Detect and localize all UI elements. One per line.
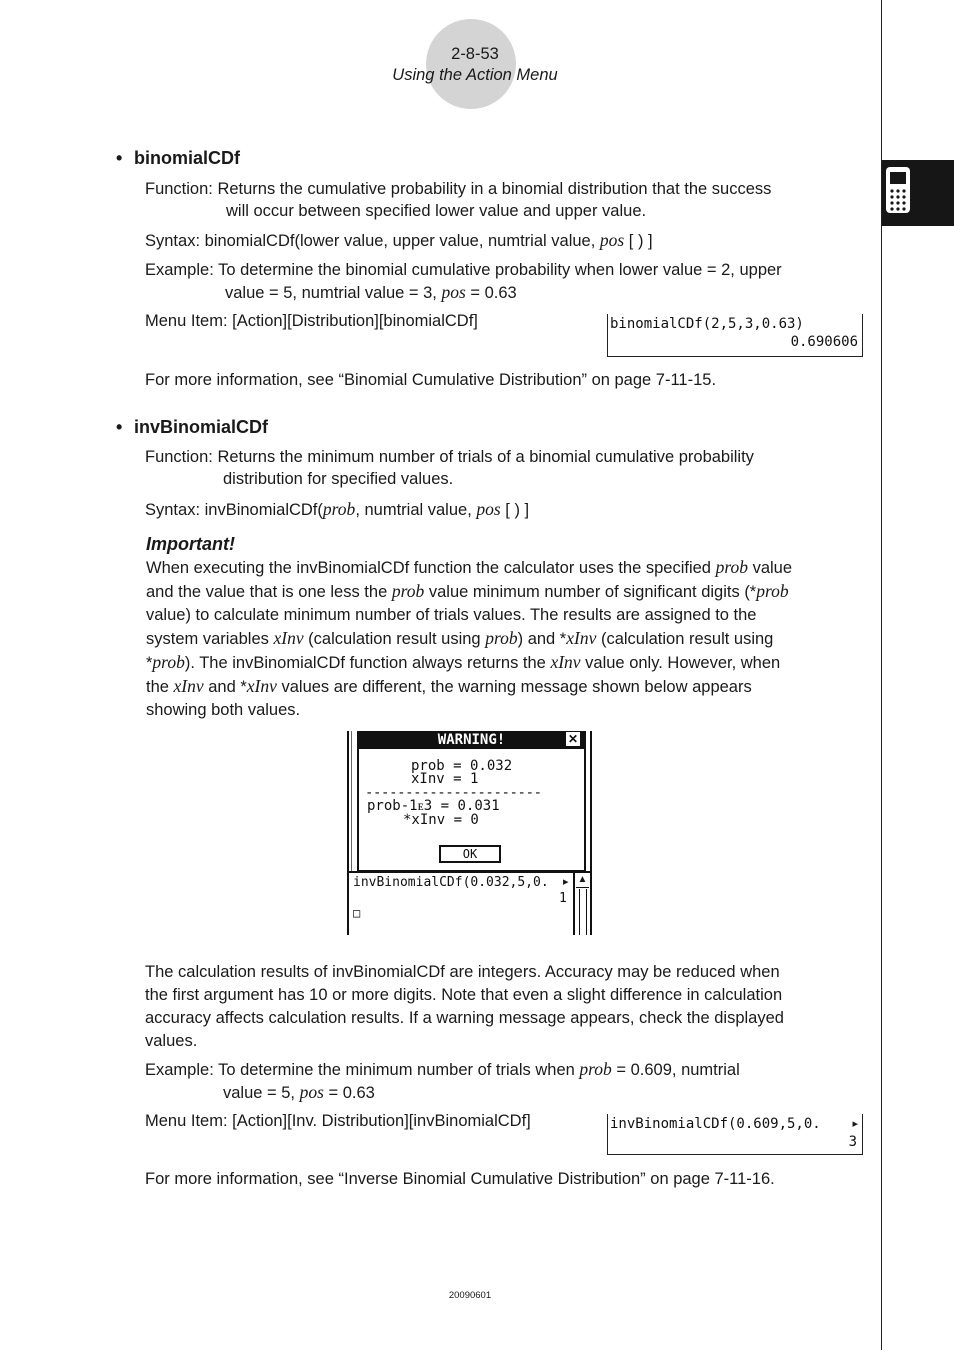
bullet: • [116, 148, 123, 168]
menu-item-path: Menu Item: [Action][Inv. Distribution][invBinomialCDf] [145, 1112, 531, 1130]
syntax-line: Syntax: invBinomialCDf(prob, numtrial value, pos [ ) ] [145, 499, 530, 519]
example-line-cont: value = 5, numtrial value = 3, pos = 0.63 [225, 282, 517, 302]
important-heading: Important! [146, 534, 235, 554]
example-line: Example: To determine the binomial cumulative probability when lower value = 2, upper [145, 261, 782, 279]
entry-result: 1 [559, 891, 567, 906]
more-info-link: For more information, see “Binomial Cumulative Distribution” on page 7-11-15. [145, 371, 717, 389]
menu-item-path: Menu Item: [Action][Distribution][binomialCDf] [145, 312, 478, 330]
example-line: Example: To determine the minimum number of trials when prob = 0.609, numtrial [145, 1059, 740, 1079]
footer-code: 20090601 [448, 1290, 492, 1301]
note-line: When executing the invBinomialCDf function the calculator uses the specified prob value [146, 557, 793, 577]
close-icon[interactable]: ✕ [567, 732, 579, 746]
dialog-prob-minus: prob-1ᴇ3 = 0.031 [367, 798, 500, 814]
header-circle [426, 19, 516, 109]
more-info-link: For more information, see “Inverse Binomial Cumulative Distribution” on page 7-11-16. [145, 1170, 775, 1188]
dialog-prob: prob = 0.032 [411, 758, 513, 774]
screen-result: 0.690606 [790, 334, 858, 350]
screen-right-border [590, 731, 592, 935]
scroll-up-icon[interactable]: ▲ [576, 873, 589, 888]
screen-result: 3 [848, 1134, 857, 1150]
page-number: 2-8-53 [451, 45, 499, 63]
cursor-icon: □ [353, 906, 361, 920]
right-arrow-icon: ▸ [563, 876, 569, 888]
dialog-star-xinv: *xInv = 0 [403, 812, 479, 828]
entry-expression: invBinomialCDf(0.032,5,0. [353, 875, 549, 890]
note-line: value) to calculate minimum number of trials values. The results are assigned to the [146, 606, 757, 624]
note-line: the xInv and *xInv values are different, the warning message shown below appears [146, 676, 752, 696]
calculator-icon [882, 160, 954, 226]
screen-left-border [347, 731, 349, 935]
chapter-tab [882, 160, 954, 226]
function-description: Function: Returns the cumulative probability in a binomial distribution that the success [145, 180, 772, 198]
screen-input: binomialCDf(2,5,3,0.63) [610, 316, 804, 332]
calculator-screen-binomialcdf [607, 314, 863, 357]
function-description: Function: Returns the minimum number of trials of a binomial cumulative probability [145, 448, 754, 466]
example-line-cont: value = 5, pos = 0.63 [223, 1082, 375, 1102]
note-line: and the value that is one less the prob value minimum number of significant digits (*prob [146, 581, 789, 601]
ok-button[interactable]: OK [439, 845, 501, 863]
entry-divider [349, 871, 590, 873]
dialog-divider: ---------------------- [365, 785, 542, 801]
section-heading-invbinomialcdf: invBinomialCDf [134, 417, 269, 437]
function-description-cont: distribution for specified values. [223, 470, 454, 488]
paragraph-line: values. [145, 1032, 198, 1050]
bullet: • [116, 417, 123, 437]
calculator-screen-invbinomialcdf [607, 1114, 863, 1155]
section-title: Using the Action Menu [392, 66, 558, 84]
calculator-screen-warning [347, 731, 592, 935]
note-line: system variables xInv (calculation result using prob) and *xInv (calculation result using [146, 628, 774, 648]
important-note [146, 556, 792, 722]
warning-dialog [357, 731, 586, 872]
function-description-cont: will occur between specified lower value and upper value. [226, 202, 647, 220]
accuracy-paragraph [145, 961, 784, 1053]
scroll-thumb[interactable] [579, 889, 587, 935]
dialog-title: WARNING! [437, 732, 506, 748]
note-line: *prob). The invBinomialCDf function always returns the xInv value only. However, when [146, 652, 781, 672]
section-heading-binomialcdf: binomialCDf [134, 148, 240, 168]
right-arrow-icon: ▸ [852, 1118, 858, 1130]
scrollbar[interactable] [573, 873, 590, 935]
syntax-line: Syntax: binomialCDf(lower value, upper value, numtrial value, pos [ ) ] [145, 230, 653, 250]
screen-input: invBinomialCDf(0.609,5,0. [610, 1116, 821, 1132]
note-line: showing both values. [146, 701, 301, 719]
paragraph-line: the first argument has 10 or more digits. Note that even a slight difference in calculation [145, 986, 783, 1004]
dialog-xinv: xInv = 1 [411, 771, 479, 787]
paragraph-line: accuracy affects calculation results. If a warning message appears, check the displayed [145, 1009, 784, 1027]
screen-inner-left-border [351, 731, 352, 871]
paragraph-line: The calculation results of invBinomialCDf are integers. Accuracy may be reduced when [145, 963, 780, 981]
